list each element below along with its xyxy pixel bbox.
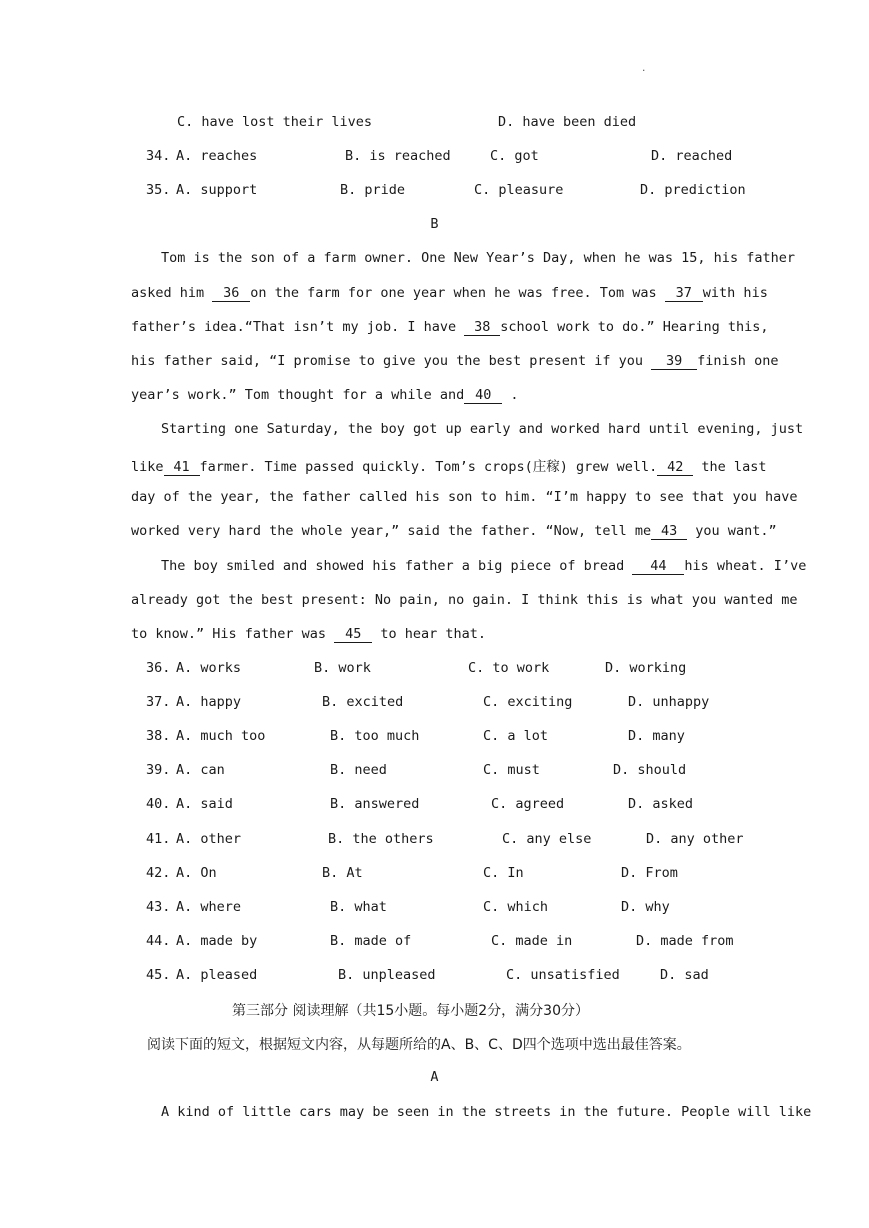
option-d: D. From xyxy=(621,865,678,881)
question-40 xyxy=(0,796,869,816)
page-mark: . xyxy=(641,64,647,74)
option-b: B. At xyxy=(322,865,363,881)
option-c: C. any else xyxy=(502,831,592,847)
passage-text: you want.” xyxy=(687,523,777,539)
option-a: A. made by xyxy=(176,933,258,949)
question-34 xyxy=(0,148,869,168)
passage-text: the last xyxy=(693,459,767,475)
question-number: 37. xyxy=(146,694,171,710)
blank-44: 44 xyxy=(632,559,684,575)
passage-text: worked very hard the whole year,” said the father. “Now, tell me xyxy=(131,523,652,539)
option-a: A. can xyxy=(176,762,225,778)
question-42 xyxy=(0,865,869,885)
passage-text: father’s idea.“That isn’t my job. I have xyxy=(131,319,465,335)
option-d: D. why xyxy=(621,899,670,915)
question-43 xyxy=(0,899,869,919)
passage-text: farmer. Time passed quickly. Tom’s crops(庄稼) grew well. xyxy=(199,459,658,475)
passage-text: to hear that. xyxy=(372,626,486,642)
question-45 xyxy=(0,967,869,987)
option-c: C. have lost their lives xyxy=(177,114,373,130)
passage-text: his father said, “I promise to give you the best present if you xyxy=(131,353,652,369)
option-b: B. is reached xyxy=(345,148,451,164)
question-number: 45. xyxy=(146,967,171,983)
option-d: D. sad xyxy=(660,967,709,983)
option-b: B. unpleased xyxy=(338,967,436,983)
passage-text: asked him xyxy=(131,285,213,301)
option-b: B. pride xyxy=(340,182,406,198)
option-b: B. need xyxy=(330,762,387,778)
blank-42: 42 xyxy=(657,460,693,476)
blank-38: 38 xyxy=(464,320,500,336)
blank-43: 43 xyxy=(651,524,687,540)
option-a: A. reaches xyxy=(176,148,258,164)
option-c: C. unsatisfied xyxy=(506,967,620,983)
option-b: B. what xyxy=(330,899,387,915)
passage-line: day of the year, the father called his son to him. “I’m happy to see that you have xyxy=(131,489,798,505)
passage-text: . xyxy=(502,387,519,403)
option-d: D. made from xyxy=(636,933,734,949)
part3-instruction-row xyxy=(0,1034,869,1054)
option-d: D. any other xyxy=(646,831,744,847)
passage-line xyxy=(131,285,768,305)
passage-text: finish one xyxy=(697,353,779,369)
passage-line xyxy=(131,455,767,475)
option-c: C. agreed xyxy=(491,796,565,812)
option-d: D. have been died xyxy=(498,114,637,130)
section-b-label: B xyxy=(430,216,439,232)
passage-text: like xyxy=(131,459,164,475)
question-number: 35. xyxy=(146,182,171,198)
question-number: 41. xyxy=(146,831,171,847)
passage-line xyxy=(131,319,769,339)
passage-text: with his xyxy=(702,285,768,301)
question-39 xyxy=(0,762,869,782)
option-d: D. reached xyxy=(651,148,733,164)
option-c: C. must xyxy=(483,762,540,778)
part3-heading: 第三部分 阅读理解（共15小题。每小题2分，满分30分） xyxy=(232,1003,589,1019)
option-c: C. got xyxy=(490,148,539,164)
option-d: D. unhappy xyxy=(628,694,710,710)
passage-text: to know.” His father was xyxy=(131,626,335,642)
option-c: C. pleasure xyxy=(474,182,564,198)
passage-text: year’s work.” Tom thought for a while and xyxy=(131,387,465,403)
passage-line: A kind of little cars may be seen in the streets in the future. People will like xyxy=(161,1104,812,1120)
passage-text: school work to do.” Hearing this, xyxy=(500,319,769,335)
option-a: A. pleased xyxy=(176,967,258,983)
question-number: 44. xyxy=(146,933,171,949)
question-number: 43. xyxy=(146,899,171,915)
blank-39: 39 xyxy=(651,354,697,370)
option-b: B. excited xyxy=(322,694,404,710)
question-35 xyxy=(0,182,869,202)
passage-text: The boy smiled and showed his father a big piece of bread xyxy=(161,558,633,574)
option-d: D. working xyxy=(605,660,687,676)
question-38 xyxy=(0,728,869,748)
option-a: A. On xyxy=(176,865,217,881)
option-d: D. asked xyxy=(628,796,694,812)
question-number: 39. xyxy=(146,762,171,778)
question-41 xyxy=(0,831,869,851)
blank-40: 40 xyxy=(464,388,502,404)
question-44 xyxy=(0,933,869,953)
passage-text: on the farm for one year when he was free. Tom was xyxy=(250,285,665,301)
option-b: B. answered xyxy=(330,796,420,812)
part3-heading-row xyxy=(0,1000,869,1020)
option-a: A. happy xyxy=(176,694,242,710)
option-c: C. which xyxy=(483,899,549,915)
passage-line xyxy=(131,353,779,373)
question-33-options xyxy=(0,114,869,134)
passage-line: Starting one Saturday, the boy got up early and worked hard until evening, just xyxy=(161,421,804,437)
option-d: D. should xyxy=(613,762,687,778)
passage-line xyxy=(131,626,737,646)
option-a: A. said xyxy=(176,796,233,812)
option-a: A. much too xyxy=(176,728,266,744)
question-number: 34. xyxy=(146,148,171,164)
option-c: C. made in xyxy=(491,933,573,949)
question-number: 36. xyxy=(146,660,171,676)
passage-line: Tom is the son of a farm owner. One New Year’s Day, when he was 15, his father xyxy=(161,250,795,266)
option-c: C. a lot xyxy=(483,728,549,744)
question-number: 42. xyxy=(146,865,171,881)
question-number: 40. xyxy=(146,796,171,812)
blank-37: 37 xyxy=(665,286,703,302)
option-b: B. work xyxy=(314,660,371,676)
part3-instruction: 阅读下面的短文，根据短文内容，从每题所给的A、B、C、D四个选项中选出最佳答案。 xyxy=(147,1037,691,1053)
passage-line: already got the best present: No pain, no gain. I think this is what you wanted me xyxy=(131,592,798,608)
blank-36: 36 xyxy=(212,286,250,302)
question-37 xyxy=(0,694,869,714)
option-d: D. prediction xyxy=(640,182,746,198)
passage-line xyxy=(161,558,807,578)
question-36 xyxy=(0,660,869,680)
option-c: C. exciting xyxy=(483,694,573,710)
option-b: B. the others xyxy=(328,831,434,847)
option-c: C. to work xyxy=(468,660,550,676)
passage-line xyxy=(131,523,777,543)
option-a: A. works xyxy=(176,660,242,676)
passage-text: his wheat. I’ve xyxy=(684,558,807,574)
question-number: 38. xyxy=(146,728,171,744)
option-c: C. In xyxy=(483,865,524,881)
option-a: A. support xyxy=(176,182,258,198)
option-a: A. other xyxy=(176,831,242,847)
option-b: B. too much xyxy=(330,728,420,744)
option-b: B. made of xyxy=(330,933,412,949)
option-d: D. many xyxy=(628,728,685,744)
passage-line xyxy=(131,387,737,407)
option-a: A. where xyxy=(176,899,242,915)
section-a-label: A xyxy=(430,1069,439,1085)
blank-41: 41 xyxy=(164,460,200,476)
blank-45: 45 xyxy=(334,627,372,643)
